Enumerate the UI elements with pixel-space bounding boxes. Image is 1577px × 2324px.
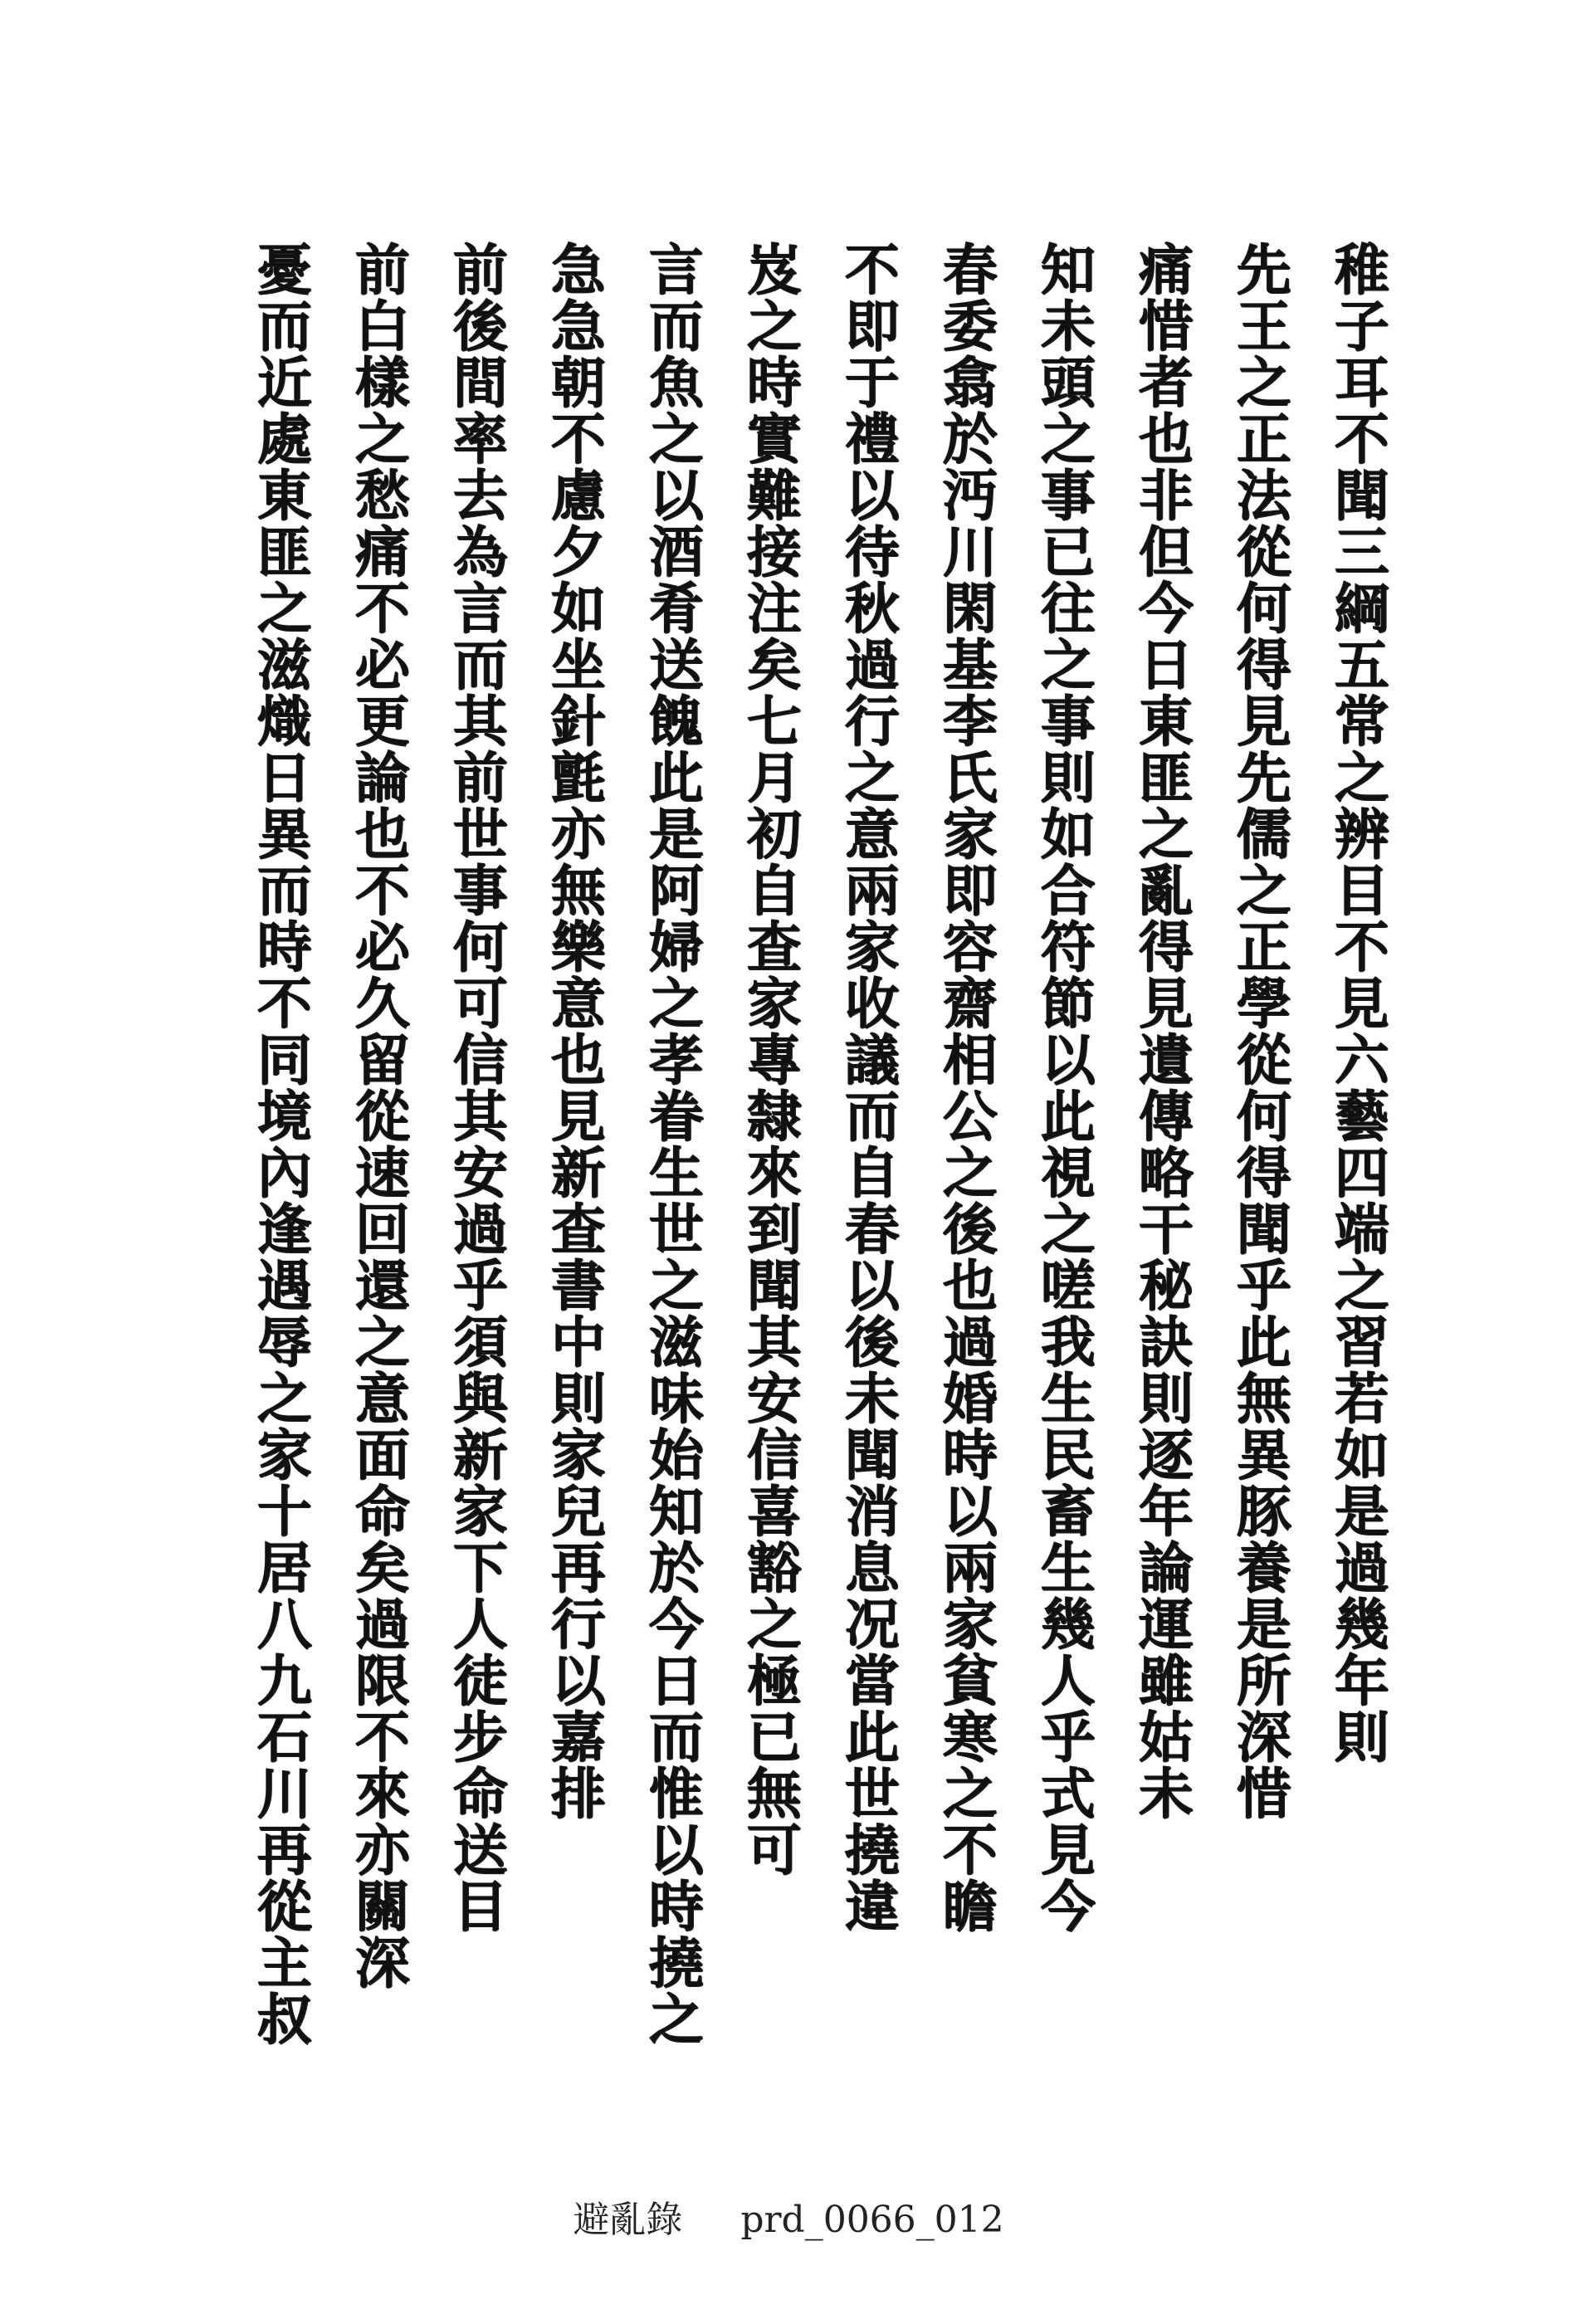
text-column-5: 春委翕於沔川閑基李氏家即容齋相公之後也過婚時以兩家貧寒之不瞻 xyxy=(933,241,998,1934)
text-column-12: 憂而近處東匪之滋熾日異而時不同境內逢遇辱之家十居八九石川再從主叔 xyxy=(247,241,312,2047)
text-column-3: 痛惜者也非但今日東匪之亂得見遺傳略干秘訣則逐年論運雖姑未 xyxy=(1129,241,1194,1821)
footer-page-id: prd_0066_012 xyxy=(740,2199,1004,2241)
text-column-6: 不即于禮以待秋過行之意兩家收議而自春以後未聞消息况當此世撓違 xyxy=(835,241,900,1934)
text-column-8: 言而魚之以酒肴送餽此是阿婦之孝眷生世之滋味始知於今日而惟以時撓之 xyxy=(639,241,704,2047)
manuscript-text xyxy=(231,241,1406,2047)
text-column-2: 先王之正法從何得見先儒之正學從何得聞乎此無異豚養是所深惜 xyxy=(1227,241,1291,1821)
text-column-10: 前後間率去為言而其前世事何可信其安過乎須與新家下人徒步命送目 xyxy=(443,241,508,1934)
page-footer xyxy=(0,2190,1577,2243)
footer-title: 避亂錄 xyxy=(573,2199,683,2241)
text-column-1: 稚子耳不聞三綱五常之辨目不見六藝四端之習若如是過幾年則 xyxy=(1325,241,1389,1765)
text-column-11: 前白樣之愁痛不必更論也不必久留從速回還之意面命矣過限不來亦關深 xyxy=(345,241,410,1990)
text-column-7: 岌之時實難接注矣七月初自查家專隸來到聞其安信喜豁之極已無可 xyxy=(737,241,802,1877)
text-column-9: 急急朝不慮夕如坐針氈亦無樂意也見新查書中則家兒再行以嘉排 xyxy=(541,241,606,1821)
text-column-4: 知未頭之事已往之事則如合符節以此視之嗟我生民畜生幾人乎式見今 xyxy=(1031,241,1096,1934)
